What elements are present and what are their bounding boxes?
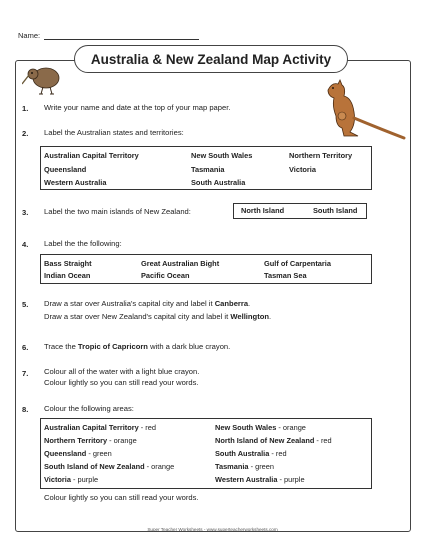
word-item: North Island xyxy=(241,206,285,215)
word-item: Victoria xyxy=(289,165,316,174)
page-title: Australia & New Zealand Map Activity xyxy=(74,45,348,73)
word-item: Queensland - green xyxy=(44,449,112,458)
q7-line2: Colour lightly so you can still read your words. xyxy=(44,378,199,387)
footer-credit: Super Teacher Worksheets - www.superteacherworksheets.com xyxy=(147,527,278,532)
word-item: New South Wales - orange xyxy=(215,423,306,432)
q5-number: 5. xyxy=(22,300,29,309)
word-item: Great Australian Bight xyxy=(141,259,220,268)
q1-text: Write your name and date at the top of your map paper. xyxy=(44,103,231,112)
word-item: North Island of New Zealand - red xyxy=(215,436,332,445)
word-item: South Island xyxy=(313,206,358,215)
q4-word-box xyxy=(40,254,372,284)
word-item: Pacific Ocean xyxy=(141,271,190,280)
word-item: Tasman Sea xyxy=(264,271,307,280)
q3-text: Label the two main islands of New Zealand: xyxy=(44,207,191,216)
q7-line1: Colour all of the water with a light blue crayon. xyxy=(44,367,200,376)
word-item: Western Australia xyxy=(44,178,107,187)
q8-text: Colour the following areas: xyxy=(44,404,134,413)
q3-word-box xyxy=(233,203,367,219)
word-item: Tasmania - green xyxy=(215,462,275,471)
q8-after-text: Colour lightly so you can still read your words. xyxy=(44,493,199,502)
name-line[interactable] xyxy=(44,32,199,40)
word-item: Australian Capital Territory xyxy=(44,151,139,160)
word-item: Australian Capital Territory - red xyxy=(44,423,156,432)
q2-number: 2. xyxy=(22,129,29,138)
word-item: Bass Straight xyxy=(44,259,92,268)
q7-number: 7. xyxy=(22,369,29,378)
name-label: Name: xyxy=(18,31,41,40)
q5-line2: Draw a star over New Zealand's capital city and label it Wellington. xyxy=(44,312,272,321)
kiwi-bird-illustration xyxy=(22,60,68,98)
word-item: Tasmania xyxy=(191,165,225,174)
word-item: New South Wales xyxy=(191,151,253,160)
word-item: Gulf of Carpentaria xyxy=(264,259,331,268)
word-item: Queensland xyxy=(44,165,87,174)
q8-number: 8. xyxy=(22,405,29,414)
word-item: Northern Territory xyxy=(289,151,353,160)
word-item: Northern Territory - orange xyxy=(44,436,137,445)
q5-line1: Draw a star over Australia's capital city and label it Canberra. xyxy=(44,299,251,308)
kangaroo-illustration xyxy=(318,76,406,142)
name-field xyxy=(18,31,199,40)
word-item: South Island of New Zealand - orange xyxy=(44,462,175,471)
word-item: Victoria - purple xyxy=(44,475,99,484)
word-item: South Australia - red xyxy=(215,449,287,458)
q6-number: 6. xyxy=(22,343,29,352)
word-item: Indian Ocean xyxy=(44,271,91,280)
q2-word-box xyxy=(40,146,372,190)
word-item: South Australia xyxy=(191,178,246,187)
q4-text: Label the the following: xyxy=(44,239,122,248)
q3-number: 3. xyxy=(22,208,29,217)
q2-text: Label the Australian states and territories: xyxy=(44,128,184,137)
q4-number: 4. xyxy=(22,240,29,249)
q1-number: 1. xyxy=(22,104,29,113)
q6-text: Trace the Tropic of Capricorn with a dark blue crayon. xyxy=(44,342,231,351)
word-item: Western Australia - purple xyxy=(215,475,305,484)
q8-word-box xyxy=(40,418,372,489)
